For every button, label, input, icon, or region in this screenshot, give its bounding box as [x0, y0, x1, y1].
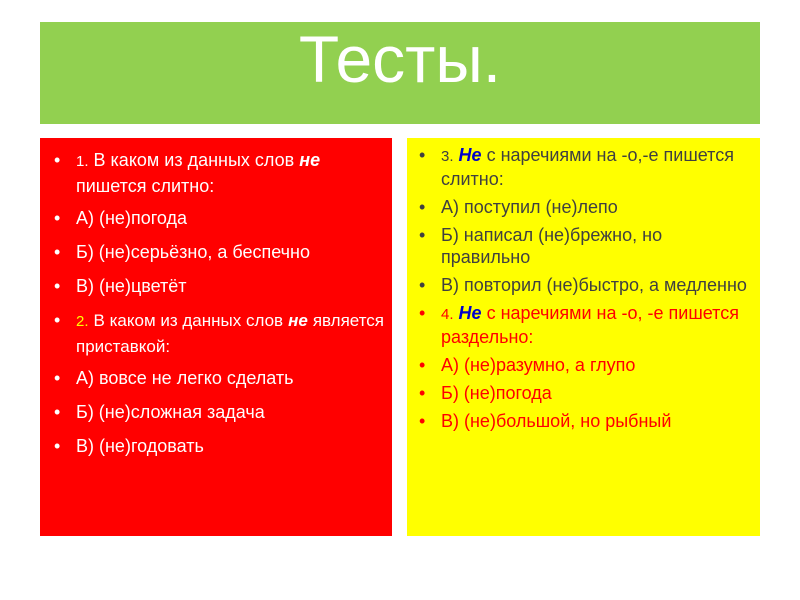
question-3 — [419, 144, 754, 190]
question-number: 2. — [76, 313, 89, 330]
answer-option: • Б) (не)погода — [419, 382, 754, 404]
left-question-list — [54, 148, 384, 459]
question-text: В каком из данных слов — [93, 150, 295, 170]
question-number: 3. — [441, 148, 454, 165]
question-ne-word: Не — [458, 303, 482, 323]
answer-option: • А) (не)погода — [54, 206, 384, 231]
answer-option: • В) (не)цветёт — [54, 274, 384, 299]
answer-option: • А) (не)разумно, а глупо — [419, 354, 754, 376]
answer-option: • Б) (не)сложная задача — [54, 400, 384, 425]
question-text-end: пишется слитно: — [76, 176, 215, 196]
question-ne-word: не — [299, 150, 321, 170]
question-text: В каком из данных слов — [93, 311, 284, 330]
right-question-panel — [407, 138, 760, 536]
question-number: 1. — [76, 153, 89, 170]
left-question-panel — [40, 138, 392, 536]
question-ne-word: Не — [458, 145, 482, 165]
answer-option: • А) вовсе не легко сделать — [54, 366, 384, 391]
answer-option: • А) поступил (не)лепо — [419, 196, 754, 218]
question-text: с наречиями на -о,-е пишется слитно: — [441, 145, 734, 189]
right-question-list — [419, 144, 754, 432]
answer-option: • В) (не)годовать — [54, 434, 384, 459]
question-text: с наречиями на -о, -е пишется раздельно: — [441, 303, 739, 347]
question-2 — [54, 308, 384, 359]
question-text-end: является приставкой: — [76, 311, 384, 356]
slide-title: Тесты. — [298, 22, 502, 96]
answer-option: • Б) (не)серьёзно, а беспечно — [54, 240, 384, 265]
answer-option: • В) (не)большой, но рыбный — [419, 410, 754, 432]
answer-option: • Б) написал (не)брежно, но правильно — [419, 224, 754, 268]
question-ne-word: не — [288, 311, 308, 330]
question-1 — [54, 148, 384, 199]
title-banner — [40, 22, 760, 124]
question-4 — [419, 302, 754, 348]
answer-option: • В) повторил (не)быстро, а медленно — [419, 274, 754, 296]
question-number: 4. — [441, 306, 454, 323]
